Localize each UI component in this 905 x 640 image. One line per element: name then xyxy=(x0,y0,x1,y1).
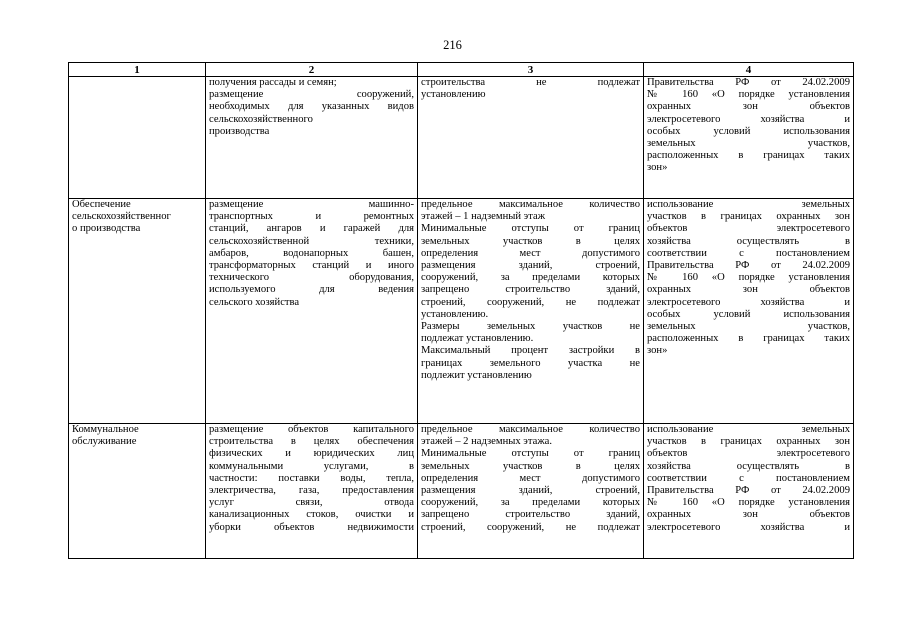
table-cell-col-2 xyxy=(206,199,418,424)
table-cell-col-1 xyxy=(69,424,206,559)
cell-text-line: Коммунальное xyxy=(72,424,139,435)
cell-text-line: электросетевого хозяйства и xyxy=(647,296,850,308)
column-header-2: 2 xyxy=(206,63,418,77)
cell-text-line: Минимальные отступы от границ xyxy=(421,448,640,460)
cell-text-line: охранных зон объектов xyxy=(647,509,850,521)
table-cell-col-1 xyxy=(69,199,206,424)
table-row xyxy=(69,424,854,559)
cell-text-line: частности: поставки воды, тепла, xyxy=(209,472,414,484)
cell-text-line: подлежит установлению xyxy=(421,369,532,381)
cell-text-line: подлежат установлению. xyxy=(421,333,534,345)
cell-text-line: № 160 «О порядке установления xyxy=(647,89,850,101)
cell-text-line: запрещено строительство зданий, xyxy=(421,284,640,296)
cell-text-line: земельных участков, xyxy=(647,138,850,150)
cell-text-line: размещение машинно- xyxy=(209,199,414,210)
cell-text-line: границах земельного участка не xyxy=(421,357,640,369)
cell-text-line: станций, ангаров и гаражей для xyxy=(209,223,414,235)
cell-text-line: о производства xyxy=(72,223,141,235)
cell-text-line: определения мест допустимого xyxy=(421,247,640,259)
cell-text-line: охранных зон объектов xyxy=(647,101,850,113)
table-cell-col-4 xyxy=(644,424,854,559)
cell-text-line: охранных зон объектов xyxy=(647,284,850,296)
cell-text-line: транспортных и ремонтных xyxy=(209,211,414,223)
cell-text-line: амбаров, водонапорных башен, xyxy=(209,247,414,259)
cell-text-line: определения мест допустимого xyxy=(421,472,640,484)
cell-text-line: особых условий использования xyxy=(647,125,850,137)
cell-text-line: электросетевого хозяйства и xyxy=(647,113,850,125)
cell-text-line: электричества, газа, предоставления xyxy=(209,485,414,497)
cell-text-line: этажей – 2 надземных этажа. xyxy=(421,436,552,448)
table-cell-col-2 xyxy=(206,77,418,199)
cell-text-line: используемого для ведения xyxy=(209,284,414,296)
cell-text-line: использование земельных xyxy=(647,424,850,435)
table-cell-col-3 xyxy=(418,424,644,559)
table-cell-col-3 xyxy=(418,77,644,199)
table-cell-col-4 xyxy=(644,77,854,199)
cell-text-line: особых условий использования xyxy=(647,308,850,320)
cell-text-line: Минимальные отступы от границ xyxy=(421,223,640,235)
cell-text-line: хозяйства осуществлять в xyxy=(647,460,850,472)
cell-text-line: трансформаторных станций и иного xyxy=(209,260,414,272)
cell-text-line: объектов электросетевого xyxy=(647,223,850,235)
cell-text-line: коммунальными услугами, в xyxy=(209,460,414,472)
cell-text-line: сельского хозяйства xyxy=(209,296,300,308)
cell-text-line: обслуживание xyxy=(72,436,137,448)
cell-text-line: электросетевого хозяйства и xyxy=(647,521,850,533)
document-table xyxy=(68,62,854,559)
cell-text-line: Размеры земельных участков не xyxy=(421,321,640,333)
cell-text-line: производства xyxy=(209,125,270,137)
cell-text-line: канализационных стоков, очистки и xyxy=(209,509,414,521)
cell-text-line: участков в границах охранных зон xyxy=(647,436,850,448)
table-cell-col-1 xyxy=(69,77,206,199)
cell-text-line: строительства не подлежат xyxy=(421,77,640,88)
cell-text-line: соответствии с постановлением xyxy=(647,247,850,259)
cell-text-line: соответствии с постановлением xyxy=(647,472,850,484)
cell-text-line: предельное максимальное количество xyxy=(421,199,640,210)
cell-text-line: уборки объектов недвижимости xyxy=(209,521,414,533)
cell-text-line: земельных участков в целях xyxy=(421,460,640,472)
table-row xyxy=(69,77,854,199)
cell-text-line: необходимых для указанных видов xyxy=(209,101,414,113)
cell-text-line: сельскохозяйственног xyxy=(72,211,171,223)
cell-text-line: размещение объектов капитального xyxy=(209,424,414,435)
cell-text-line: № 160 «О порядке установления xyxy=(647,497,850,509)
cell-text-line: Правительства РФ от 24.02.2009 xyxy=(647,77,850,88)
cell-text-line: услуг связи, отвода xyxy=(209,497,414,509)
cell-text-line: расположенных в границах таких xyxy=(647,333,850,345)
cell-text-line: размещение сооружений, xyxy=(209,89,414,101)
column-header-3: 3 xyxy=(418,63,644,77)
cell-text-line: технического оборудования, xyxy=(209,272,414,284)
table-header-row xyxy=(69,63,854,77)
cell-text-line: № 160 «О порядке установления xyxy=(647,272,850,284)
cell-text-line: зон» xyxy=(647,345,668,357)
cell-text-line: Максимальный процент застройки в xyxy=(421,345,640,357)
cell-text-line: использование земельных xyxy=(647,199,850,210)
page-number: 216 xyxy=(443,38,462,52)
cell-text-line: Правительства РФ от 24.02.2009 xyxy=(647,485,850,497)
table-cell-col-2 xyxy=(206,424,418,559)
cell-text-line: земельных участков в целях xyxy=(421,235,640,247)
table-row xyxy=(69,199,854,424)
cell-text-line: физических и юридических лиц xyxy=(209,448,414,460)
cell-text-line: строений, сооружений, не подлежат xyxy=(421,521,640,533)
cell-text-line: сельскохозяйственной техники, xyxy=(209,235,414,247)
cell-text-line: земельных участков, xyxy=(647,321,850,333)
cell-text-line: получения рассады и семян; xyxy=(209,77,337,88)
cell-text-line: объектов электросетевого xyxy=(647,448,850,460)
cell-text-line: Обеспечение xyxy=(72,199,131,210)
cell-text-line: Правительства РФ от 24.02.2009 xyxy=(647,260,850,272)
column-header-1: 1 xyxy=(69,63,206,77)
cell-text-line: установлению xyxy=(421,89,486,101)
table-cell-col-3 xyxy=(418,199,644,424)
cell-text-line: размещения зданий, строений, xyxy=(421,260,640,272)
cell-text-line: запрещено строительство зданий, xyxy=(421,509,640,521)
cell-text-line: хозяйства осуществлять в xyxy=(647,235,850,247)
cell-text-line: сельскохозяйственного xyxy=(209,113,313,125)
cell-text-line: этажей – 1 надземный этаж xyxy=(421,211,546,223)
cell-text-line: расположенных в границах таких xyxy=(647,150,850,162)
cell-text-line: предельное максимальное количество xyxy=(421,424,640,435)
cell-text-line: участков в границах охранных зон xyxy=(647,211,850,223)
table-cell-col-4 xyxy=(644,199,854,424)
cell-text-line: установлению. xyxy=(421,308,489,320)
cell-text-line: сооружений, за пределами которых xyxy=(421,272,640,284)
cell-text-line: зон» xyxy=(647,162,668,174)
cell-text-line: размещения зданий, строений, xyxy=(421,485,640,497)
cell-text-line: сооружений, за пределами которых xyxy=(421,497,640,509)
cell-text-line: строительства в целях обеспечения xyxy=(209,436,414,448)
column-header-4: 4 xyxy=(644,63,854,77)
cell-text-line: строений, сооружений, не подлежат xyxy=(421,296,640,308)
